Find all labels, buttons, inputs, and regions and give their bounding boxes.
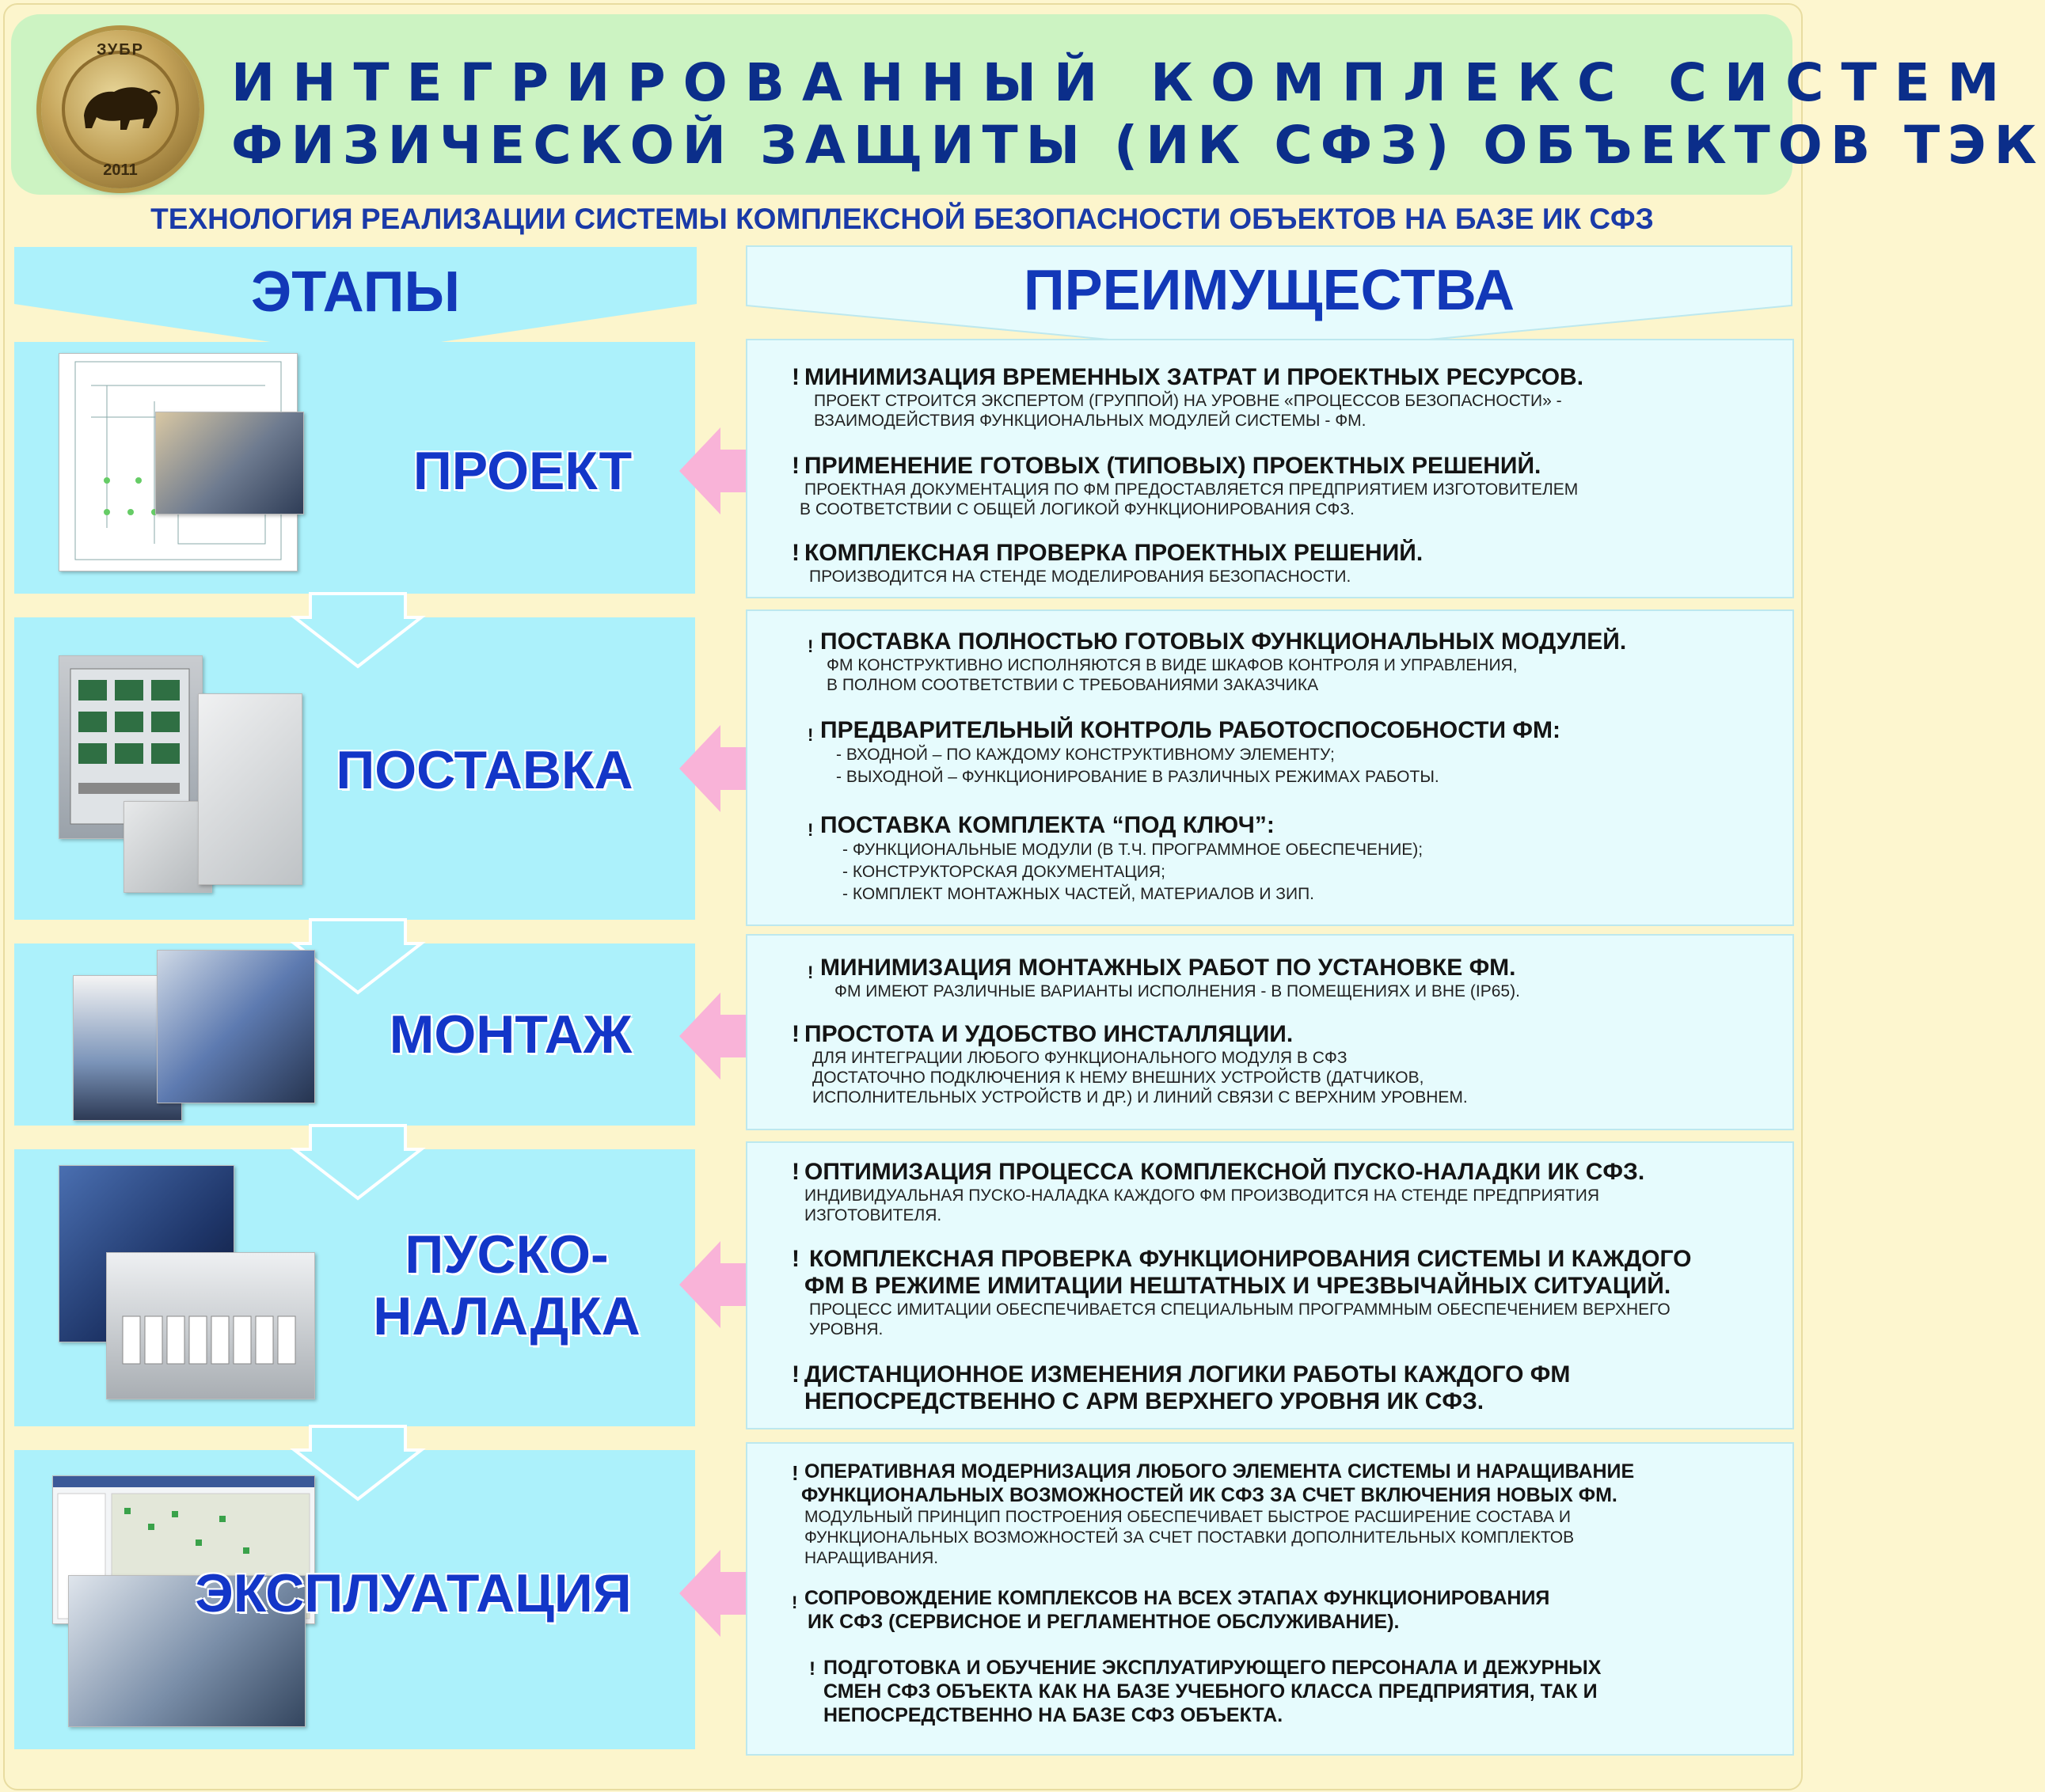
stage-label-delivery: ПОСТАВКА xyxy=(336,740,633,800)
technician-photo-2 xyxy=(157,950,315,1103)
stage-label-commissioning-line1: ПУСКО- xyxy=(405,1224,609,1285)
advantage-item: ! ОПЕРАТИВНАЯ МОДЕРНИЗАЦИЯ ЛЮБОГО ЭЛЕМЕНТА СИСТЕМЫ И НАРАЩИВАНИЕ ФУНКЦИОНАЛЬНЫХ ВОЗМОЖНОСТЕЙ ИК СФЗ ЗА СЧЕТ ВКЛЮЧЕНИЯ НОВЫХ ФМ. МОДУЛЬНЫЙ ПРИНЦИП ПОСТРОЕНИЯ ОБЕСПЕЧИВАЕТ БЫСТРОЕ РАСШИРЕНИЕ СОСТАВА И ФУНКЦИОНАЛЬНЫХ ВОЗМОЖНОСТЕЙ ЗА СЧЕТ ПОСТАВКИ ДОПОЛНИТЕЛЬНЫХ КОМПЛЕКТОВ НАРАЩИВАНИЯ. xyxy=(792,1460,1635,1567)
advantage-item: ! ПОДГОТОВКА И ОБУЧЕНИЕ ЭКСПЛУАТИРУЮЩЕГО ПЕРСОНАЛА И ДЕЖУРНЫХ СМЕН СФЗ ОБЪЕКТА КАК НА БАЗЕ УЧЕБНОГО КЛАССА ПРЕДПРИЯТИЯ, ТАК И НЕПОСРЕДСТВЕННО НА БАЗЕ СФЗ ОБЪЕКТА. xyxy=(809,1657,1602,1726)
advantage-item: ! ПРИМЕНЕНИЕ ГОТОВЫХ (ТИПОВЫХ) ПРОЕКТНЫХ РЕШЕНИЙ. ПРОЕКТНАЯ ДОКУМЕНТАЦИЯ ПО ФМ ПРЕДОСТАВЛЯЕТСЯ ПРЕДПРИЯТИЕМ ИЗГОТОВИТЕЛЕМ В СООТВЕТСТВИИ С ОБЩЕЙ ЛОГИКОЙ ФУНКЦИОНИРОВАНИЯ СФЗ. xyxy=(792,453,1579,518)
advantage-item: ! КОМПЛЕКСНАЯ ПРОВЕРКА ПРОЕКТНЫХ РЕШЕНИЙ. ПРОИЗВОДИТСЯ НА СТЕНДЕ МОДЕЛИРОВАНИЯ БЕЗОПАСНОСТИ. xyxy=(792,540,1424,586)
advantages-operation xyxy=(746,1442,1794,1756)
advantage-item: ! ПРОСТОТА И УДОБСТВО ИНСТАЛЛЯЦИИ. ДЛЯ ИНТЕГРАЦИИ ЛЮБОГО ФУНКЦИОНАЛЬНОГО МОДУЛЯ В СФЗ ДОСТАТОЧНО ПОДКЛЮЧЕНИЯ К НЕМУ ВНЕШНИХ УСТРОЙСТВ (ДАТЧИКОВ, ИСПОЛНИТЕЛЬНЫХ УСТРОЙСТВ И ДР.) И ЛИНИЙ СВЯЗИ С ВЕРХНИМ УРОВНЕМ. xyxy=(792,1021,1468,1107)
title-line-1: ИНТЕГРИРОВАННЫЙ КОМПЛЕКС СИСТЕМ xyxy=(231,52,2017,113)
down-arrow-3 xyxy=(295,1126,421,1202)
advantage-item: ! МИНИМИЗАЦИЯ МОНТАЖНЫХ РАБОТ ПО УСТАНОВКЕ ФМ. ФМ ИМЕЮТ РАЗЛИЧНЫЕ ВАРИАНТЫ ИСПОЛНЕНИЯ - В ПОМЕЩЕНИЯХ И ВНЕ (IP65). xyxy=(808,955,1520,1000)
advantage-item: ! СОПРОВОЖДЕНИЕ КОМПЛЕКСОВ НА ВСЕХ ЭТАПАХ ФУНКЦИОНИРОВАНИЯ ИК СФЗ (СЕРВИСНОЕ И РЕГЛАМЕНТНОЕ ОБСЛУЖИВАНИЕ). xyxy=(792,1587,1550,1633)
subtitle: ТЕХНОЛОГИЯ РЕАЛИЗАЦИИ СИСТЕМЫ КОМПЛЕКСНОЙ БЕЗОПАСНОСТИ ОБЪЕКТОВ НА БАЗЕ ИК СФЗ xyxy=(150,203,1654,235)
advantages-heading: ПРЕИМУЩЕСТВА xyxy=(1023,259,1515,322)
stage-label-project: ПРОЕКТ xyxy=(412,441,633,501)
advantage-item: ! ОПТИМИЗАЦИЯ ПРОЦЕССА КОМПЛЕКСНОЙ ПУСКО-НАЛАДКИ ИК СФЗ. ИНДИВИДУАЛЬНАЯ ПУСКО-НАЛАДКА КАЖДОГО ФМ ПРОИЗВОДИТСЯ НА СТЕНДЕ ПРЕДПРИЯТИЯ ИЗГОТОВИТЕЛЯ. xyxy=(792,1159,1645,1224)
advantages-delivery xyxy=(746,609,1794,926)
advantage-item: ! КОМПЛЕКСНАЯ ПРОВЕРКА ФУНКЦИОНИРОВАНИЯ СИСТЕМЫ И КАЖДОГО ФМ В РЕЖИМЕ ИМИТАЦИИ НЕШТАТНЫХ И ЧРЕЗВЫЧАЙНЫХ СИТУАЦИЙ. ПРОЦЕСС ИМИТАЦИИ ОБЕСПЕЧИВАЕТСЯ СПЕЦИАЛЬНЫМ ПРОГРАММНЫМ ОБЕСПЕЧЕНИЕМ ВЕРХНЕГО УРОВНЯ. xyxy=(792,1246,1692,1338)
advantage-item: ! ПОСТАВКА КОМПЛЕКТА “ПОД КЛЮЧ”: - ФУНКЦИОНАЛЬНЫЕ МОДУЛИ (В Т.Ч. ПРОГРАММНОЕ ОБЕСПЕЧЕНИЕ); - КОНСТРУКТОРСКАЯ ДОКУМЕНТАЦИЯ; - КОМПЛЕКТ МОНТАЖНЫХ ЧАСТЕЙ, МАТЕРИАЛОВ И ЗИП. xyxy=(808,812,1424,903)
page-title xyxy=(231,52,2045,177)
advantages-installation xyxy=(746,934,1794,1130)
advantages-project xyxy=(746,339,1794,598)
title-line-2: ФИЗИЧЕСКОЙ ЗАЩИТЫ (ИК СФЗ) ОБЪЕКТОВ ТЭК xyxy=(231,115,2045,176)
stage-label-operation: ЭКСПЛУАТАЦИЯ xyxy=(195,1563,632,1623)
stage-label-commissioning xyxy=(340,1224,673,1347)
stages-heading: ЭТАПЫ xyxy=(251,260,460,324)
stage-label-commissioning-line2: НАЛАДКА xyxy=(373,1286,640,1346)
open-cabinet-image xyxy=(198,693,302,885)
advantages-commissioning xyxy=(746,1141,1794,1429)
zubr-logo xyxy=(41,30,200,188)
advantage-item: ! ДИСТАНЦИОННОЕ ИЗМЕНЕНИЯ ЛОГИКИ РАБОТЫ КАЖДОГО ФМ НЕПОСРЕДСТВЕННО С АРМ ВЕРХНЕГО УРОВНЯ ИК СФЗ. xyxy=(792,1361,1571,1414)
logo-year: 2011 xyxy=(103,161,138,179)
breakers-photo xyxy=(106,1252,315,1399)
engineers-photo xyxy=(155,412,304,514)
advantage-item: ! МИНИМИЗАЦИЯ ВРЕМЕННЫХ ЗАТРАТ И ПРОЕКТНЫХ РЕСУРСОВ. ПРОЕКТ СТРОИТСЯ ЭКСПЕРТОМ (ГРУППОЙ) НА УРОВНЕ «ПРОЦЕССОВ БЕЗОПАСНОСТИ» - ВЗАИМОДЕЙСТВИЯ ФУНКЦИОНАЛЬНЫХ МОДУЛЕЙ СИСТЕМЫ - ФМ. xyxy=(792,364,1584,430)
down-arrow-1 xyxy=(295,594,421,670)
stage-label-installation: МОНТАЖ xyxy=(389,1004,633,1065)
advantage-item: ! ПРЕДВАРИТЕЛЬНЫЙ КОНТРОЛЬ РАБОТОСПОСОБНОСТИ ФМ: - ВХОДНОЙ – ПО КАЖДОМУ КОНСТРУКТИВНОМУ ЭЛЕМЕНТУ; - ВЫХОДНОЙ – ФУНКЦИОНИРОВАНИЕ В РАЗЛИЧНЫХ РЕЖИМАХ РАБОТЫ. xyxy=(808,717,1560,786)
advantage-item: ! ПОСТАВКА ПОЛНОСТЬЮ ГОТОВЫХ ФУНКЦИОНАЛЬНЫХ МОДУЛЕЙ. ФМ КОНСТРУКТИВНО ИСПОЛНЯЮТСЯ В ВИДЕ ШКАФОВ КОНТРОЛЯ И УПРАВЛЕНИЯ, В ПОЛНОМ СООТВЕТСТВИИ С ТРЕБОВАНИЯМИ ЗАКАЗЧИКА xyxy=(808,628,1627,694)
bison-icon xyxy=(78,79,163,135)
logo-top-text: ЗУБР xyxy=(97,41,144,59)
